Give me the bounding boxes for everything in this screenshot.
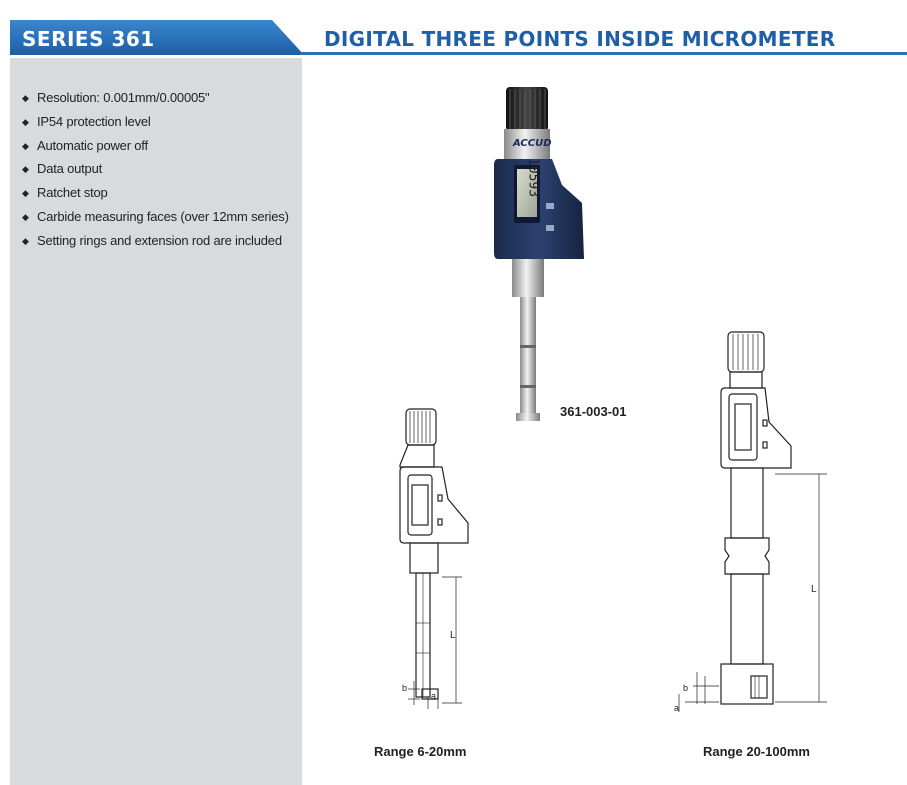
list-item: ◆ Carbide measuring faces (over 12mm series) [22, 207, 289, 231]
diamond-bullet-icon: ◆ [22, 116, 29, 127]
dim-label-b-small: b [402, 683, 408, 693]
list-item: ◆ IP54 protection level [22, 112, 289, 136]
list-item: ◆ Setting rings and extension rod are included [22, 231, 289, 255]
diamond-bullet-icon: ◆ [22, 235, 29, 246]
diamond-bullet-icon: ◆ [22, 164, 29, 175]
feature-list [22, 88, 289, 255]
page-title: DIGITAL THREE POINTS INSIDE MICROMETER [324, 27, 836, 51]
dim-label-L-small: L [450, 630, 456, 641]
model-number: 361-003-01 [560, 404, 627, 419]
list-item: ◆ Ratchet stop [22, 183, 289, 207]
list-item: ◆ Resolution: 0.001mm/0.00005" [22, 88, 289, 112]
caption-small-range: Range 6-20mm [374, 744, 467, 759]
header-rule [300, 52, 907, 55]
list-item: ◆ Data output [22, 159, 289, 183]
drawing-large-range [675, 328, 845, 728]
lcd-reading: 10593 [525, 157, 541, 198]
brand-logo: ACCUD [513, 138, 552, 149]
list-item: ◆ Automatic power off [22, 136, 289, 160]
drawing-small-range [372, 405, 492, 715]
diamond-bullet-icon: ◆ [22, 140, 29, 151]
diamond-bullet-icon: ◆ [22, 93, 29, 103]
dim-label-L-large: L [811, 584, 817, 595]
diamond-bullet-icon: ◆ [22, 188, 29, 199]
dim-label-a-large: a [674, 703, 680, 713]
dim-label-b-large: b [683, 683, 689, 693]
dim-label-a-small: a [431, 691, 437, 701]
diamond-bullet-icon: ◆ [22, 211, 29, 222]
series-label: SERIES 361 [22, 27, 155, 51]
product-photo [492, 85, 592, 430]
caption-large-range: Range 20-100mm [703, 744, 810, 759]
